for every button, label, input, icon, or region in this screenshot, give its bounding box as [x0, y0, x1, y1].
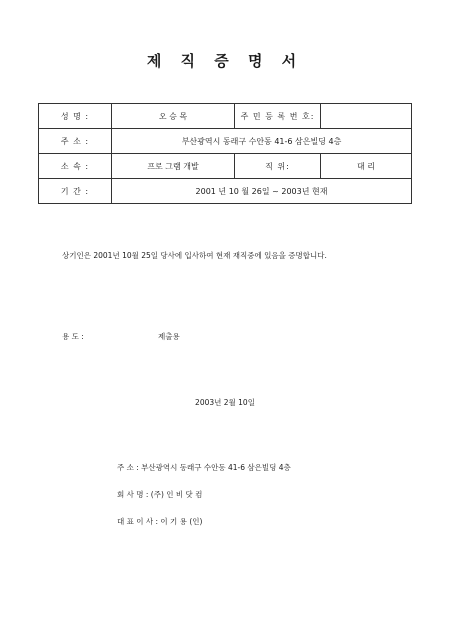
name-row	[39, 104, 412, 129]
department-row	[39, 154, 412, 179]
address-row	[39, 129, 412, 154]
address-value: 부산광역시 동래구 수안동 41-6 삼은빌딩 4층	[112, 129, 412, 154]
company-name-line: 회 사 명 : (주) 인 비 닷 컴	[117, 490, 203, 499]
usage-value: 제출용	[158, 332, 180, 341]
employee-info-table	[38, 103, 412, 204]
name-label: 성 명 :	[39, 104, 112, 129]
position-value: 대 리	[321, 154, 412, 179]
address-label: 주 소 :	[39, 129, 112, 154]
period-label: 기 간 :	[39, 179, 112, 204]
department-label: 소 속 :	[39, 154, 112, 179]
period-row	[39, 179, 412, 204]
document-title: 제 직 증 명 서	[146, 52, 304, 70]
company-address-line: 주 소 : 부산광역시 동래구 수안동 41-6 삼은빌딩 4층	[117, 463, 291, 472]
ceo-line: 대 표 이 사 : 이 기 용 (인)	[117, 517, 203, 526]
usage-label: 용 도 :	[62, 332, 84, 341]
resident-id-value	[321, 104, 412, 129]
resident-id-label: 주 민 등 록 번 호:	[235, 104, 321, 129]
period-value: 2001 년 10 월 26일 ~ 2003년 현재	[112, 179, 412, 204]
name-value: 오 승 목	[112, 104, 235, 129]
issue-date: 2003년 2월 10일	[195, 398, 255, 407]
position-label: 직 위:	[235, 154, 321, 179]
department-value: 프로 그램 개발	[112, 154, 235, 179]
certification-statement: 상기인은 2001년 10월 25일 당사에 입사하여 현재 재직중에 있음을 증명합니다.	[62, 251, 327, 260]
